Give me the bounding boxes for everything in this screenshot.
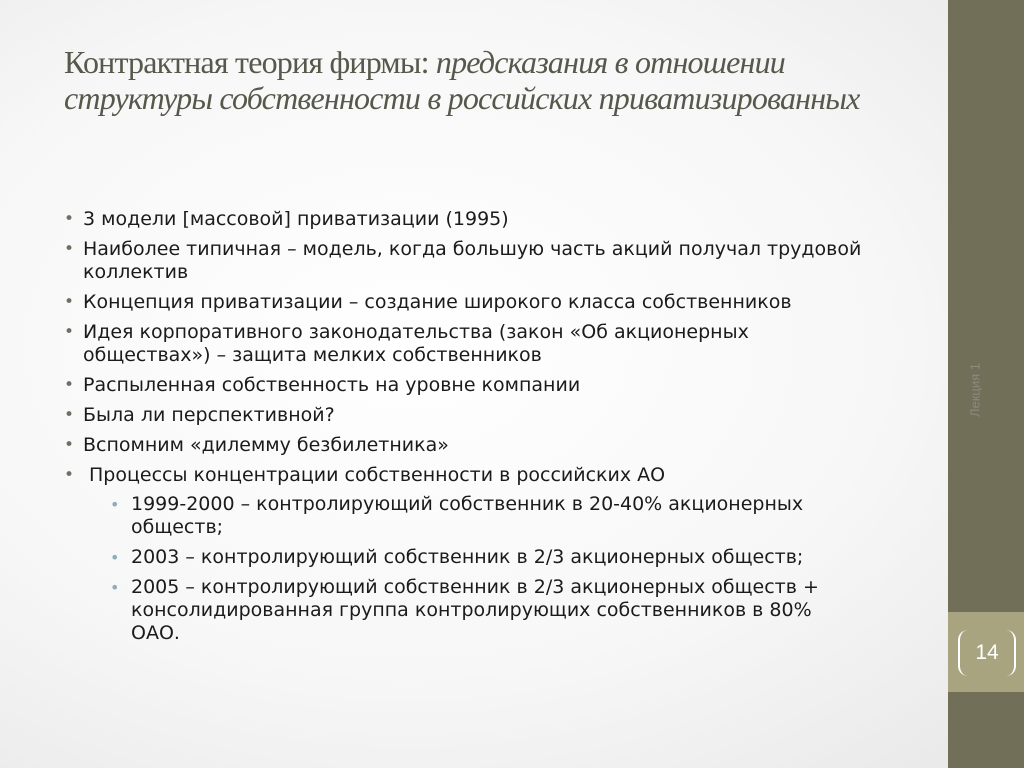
footer-lecture: Лекция 1: [967, 362, 983, 418]
bullet-list: [64, 208, 864, 652]
sub-bullet-item: • 2005 – контролирующий собственник в 2/3 акционерных обществ + консолидированная группа контролирующих собственников в 80% ОАО.: [110, 576, 864, 645]
title-plain: Контрактная теория фирмы:: [64, 44, 429, 80]
bullet-item: • Распыленная собственность на уровне компании: [64, 374, 864, 397]
bullet-item: • Концепция приватизации – создание широкого класса собственников: [64, 291, 864, 314]
slide-number: 14: [975, 641, 999, 664]
slide-title: [64, 44, 924, 116]
sub-bullet-item: • 1999-2000 – контролирующий собственник в 20-40% акционерных обществ;: [110, 493, 864, 539]
bullet-item: • Вспомним «дилемму безбилетника»: [64, 434, 864, 457]
title-italic: предсказания в отношении структуры собственности в российских приватизированных: [64, 44, 860, 116]
sub-bullet-list: [89, 493, 864, 645]
bullet-item: • Была ли перспективной?: [64, 404, 864, 427]
bullet-item-concentration: [64, 464, 864, 645]
sub-bullet-item: • 2003 – контролирующий собственник в 2/3 акционерных обществ;: [110, 546, 864, 569]
bullet-item-text: Процессы концентрации собственности в российских АО: [89, 464, 666, 486]
bullet-item: • Наиболее типичная – модель, когда большую часть акций получал трудовой коллектив: [64, 238, 864, 284]
bullet-item: • 3 модели [массовой] приватизации (1995): [64, 208, 864, 231]
bullet-item: • Идея корпоративного законодательства (закон «Об акционерных обществах») – защита мелких собственников: [64, 321, 864, 367]
